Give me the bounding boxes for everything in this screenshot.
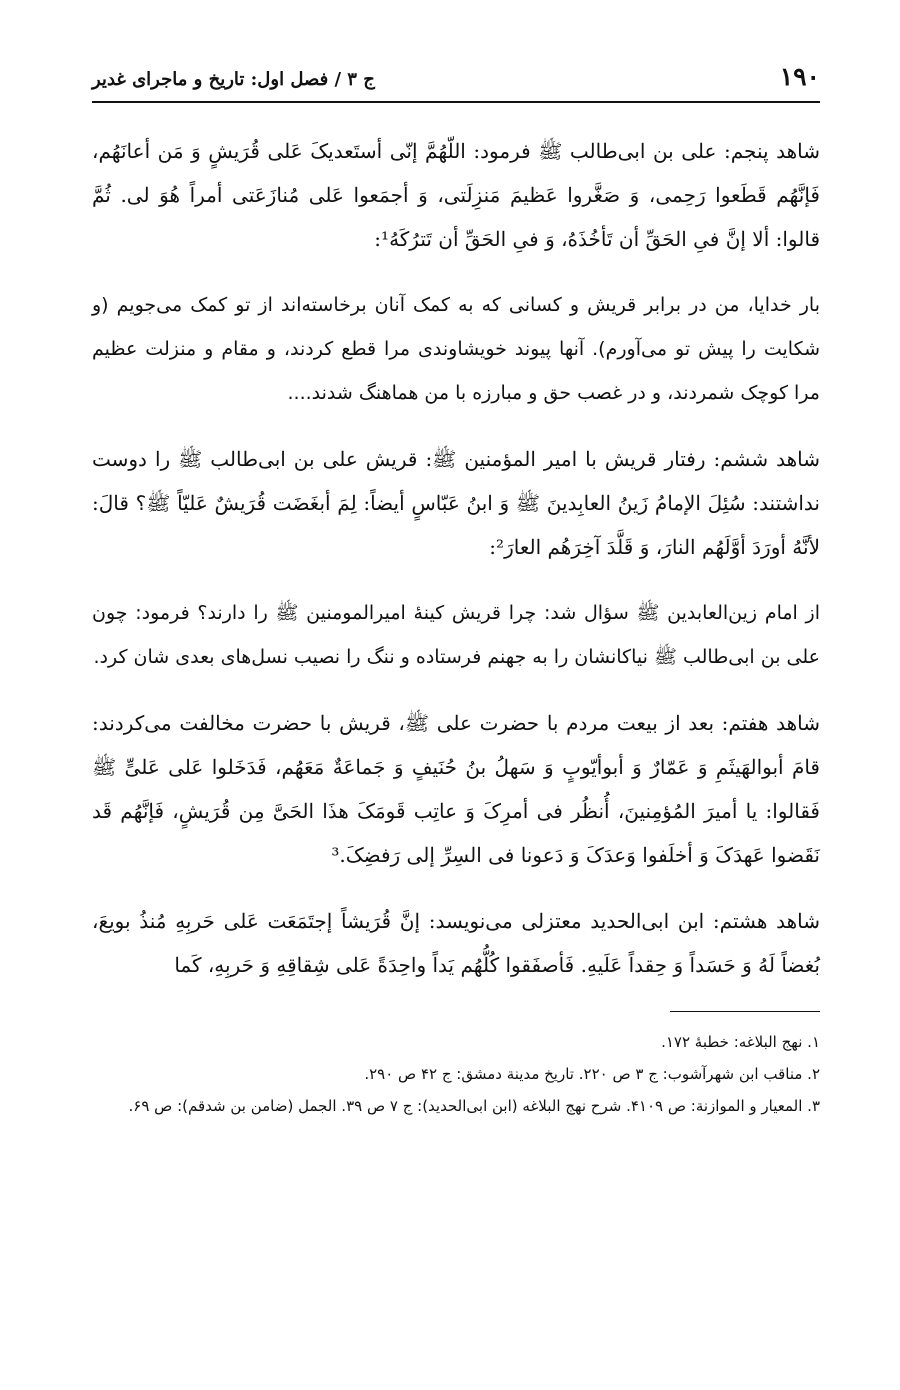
paragraph-witness-7: شاهد هفتم: بعد از بیعت مردم با حضرت علی ﷺ، قریش با حضرت مخالفت می‌کردند: قامَ أبوالهَیثَمِ وَ عَمّارٌ وَ أبوأیّوبٍ وَ سَهلُ بنُ حُنَیفٍ وَ جَماعَةٌ مَعَهُم، فَدَخَلوا عَلی عَلیٍّ ﷺ فَقالوا: یا أمیرَ المُؤمِنینَ، أُنظُر فی أمرِکَ وَ عاتِب قَومَکَ هذَا الحَیَّ مِن قُرَیشٍ، فَإنَّهُم قَد نَقَضوا عَهدَکَ وَ أخلَفوا وَعدَکَ وَ دَعونا فی السِرِّ إلی رَفضِکَ.³ bbox=[92, 711, 820, 867]
footnote-3: ۳. المعیار و الموازنة: ص ۴۱۰۹. شرح نهج البلاغه (ابن ابی‌الحدید): ج ۷ ص ۳۹. الجمل (ضامن بن شدقم): ص ۶۹. bbox=[128, 1097, 820, 1115]
footnotes bbox=[92, 1026, 820, 1122]
footnote-2: ۲. مناقب ابن شهرآشوب: ج ۳ ص ۲۲۰. تاریخ مدینة دمشق: ج ۴۲ ص ۲۹۰. bbox=[364, 1065, 820, 1083]
page-number: ۱۹۰ bbox=[779, 62, 820, 91]
body-text bbox=[92, 129, 820, 987]
paragraph-witness-5: شاهد پنجم: علی بن ابی‌طالب ﷺ فرمود: اللّهُمَّ إنّی أستَعدیکَ عَلی قُرَیشٍ وَ مَن أعانَهُم، فَإنَّهُم قَطَعوا رَحِمی، وَ صَغَّروا عَظیمَ مَنزِلَتی، وَ أجمَعوا عَلی مُنازَعَتی أمراً هُوَ لی. ثُمَّ قالوا: ألا إنَّ فیِ الحَقِّ أن تَأخُذَهُ، وَ فیِ الحَقِّ أن تَترُکَهُ¹: bbox=[92, 139, 820, 251]
paragraph-witness-6: شاهد ششم: رفتار قریش با امیر المؤمنین ﷺ: قریش علی بن ابی‌طالب ﷺ را دوست نداشتند: سُئِلَ الإمامُ زَینُ العابِدینَ ﷺ وَ ابنُ عَبّاسٍ أیضاً: لِمَ أبغَضَت قُرَیشٌ عَلیّاً ﷺ؟ قالَ: لأنَّهُ أورَدَ أوَّلَهُم النارَ، وَ قَلَّدَ آخِرَهُم العارَ²: bbox=[92, 447, 820, 559]
page-header bbox=[92, 62, 820, 103]
page bbox=[92, 62, 820, 1122]
paragraph-translation-6: از امام زین‌العابدین ﷺ سؤال شد: چرا قریش کینهٔ امیرالمومنین ﷺ را دارند؟ فرمود: چون علی بن ابی‌طالب ﷺ نیاکانشان را به جهنم فرستاده و ننگ را نصیب نسل‌های بعدی شان کرد. bbox=[92, 602, 820, 668]
footnote-1: ۱. نهج البلاغه: خطبهٔ ۱۷۲. bbox=[661, 1033, 820, 1051]
footnote-separator bbox=[670, 1011, 820, 1012]
paragraph-witness-8: شاهد هشتم: ابن ابی‌الحدید معتزلی می‌نویسد: إنَّ قُرَیشاً إجتَمَعَت عَلی حَربِهِ مُنذُ بویعَ، بُغضاً لَهُ وَ حَسَداً وَ حِقداً عَلَیهِ. فَأصفَقوا کُلُّهُم یَداً واحِدَةً عَلی شِقاقِهِ وَ حَربِهِ، کَما bbox=[92, 909, 820, 977]
running-head: ج ۳ / فصل اول: تاریخ و ماجرای غدیر bbox=[92, 69, 375, 90]
paragraph-translation-5: بار خدایا، من در برابر قریش و کسانی که به کمک آنان برخاسته‌اند از تو کمک می‌جویم (و شکایت را پیش تو می‌آورم). آنها پیوند خویشاوندی مرا قطع کردند، و مقام و منزلت عظیم مرا کوچک شمردند، و در غصب حق و مبارزه با من هماهنگ شدند.... bbox=[92, 294, 820, 404]
